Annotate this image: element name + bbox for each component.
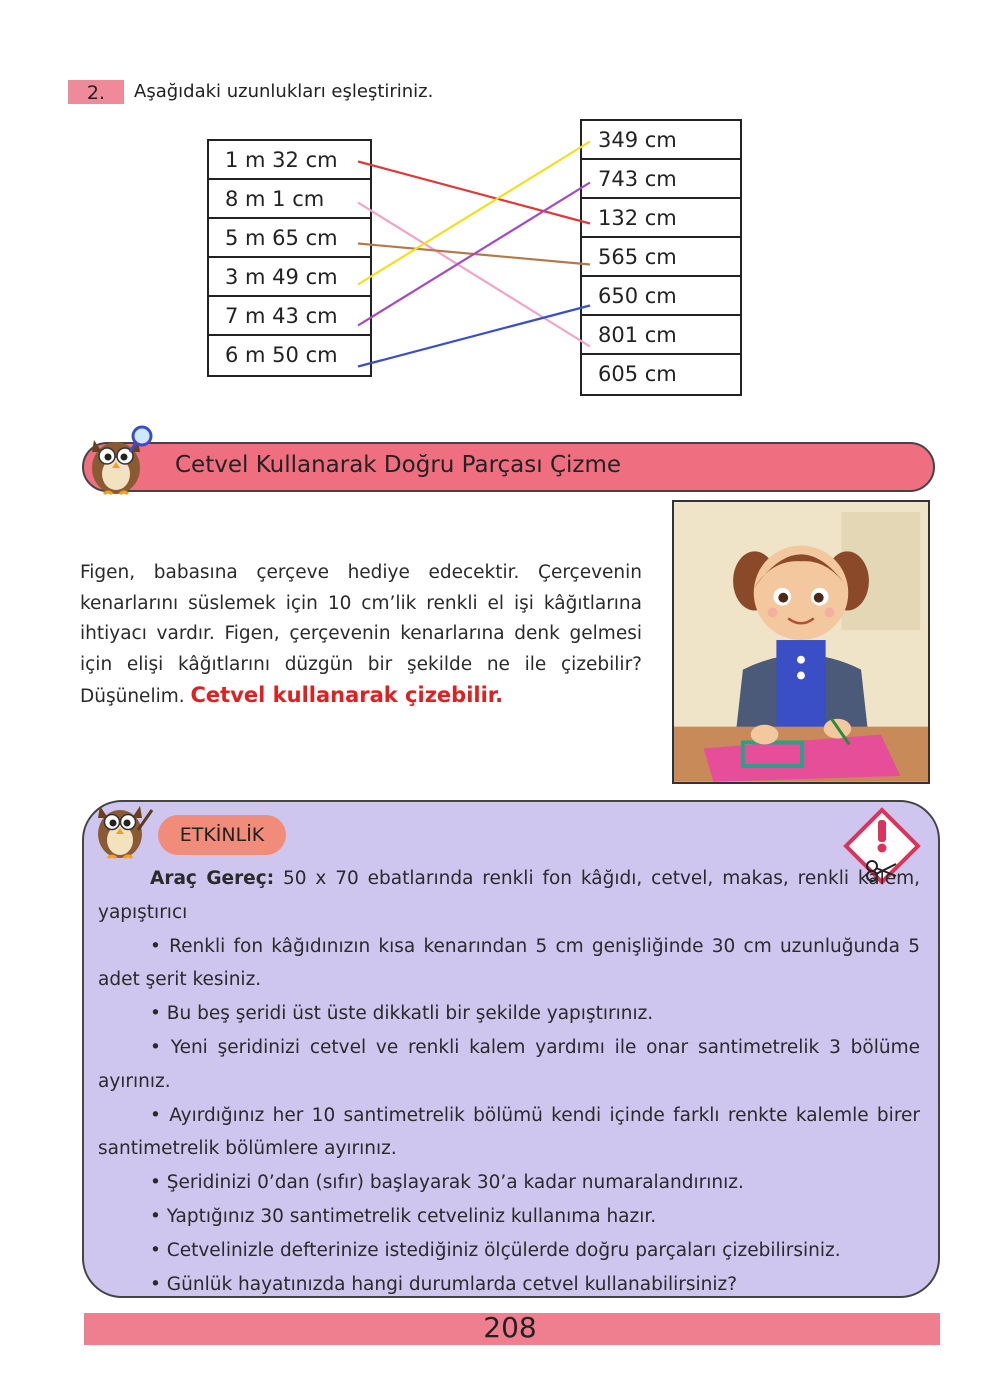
activity-step: • Günlük hayatınızda hangi durumlarda cetvel kullanabilirsiniz? xyxy=(98,1268,920,1302)
activity-step: • Şeridinizi 0’dan (sıfır) başlayarak 30’a kadar numaralandırınız. xyxy=(98,1166,920,1200)
match-line xyxy=(358,142,590,285)
story-text: Figen, babasına çerçeve hediye edecektir. Çerçevenin kenarlarını süslemek için 10 cm’lik renkli el işi kâğıtlarına ihtiyacı vardır. Figen, çerçevenin kenarlarına denk gelmesi için elişi kâğıtlarını düzgün bir şekilde ne ile çizebilir? Düşünelim. xyxy=(80,562,642,707)
handwritten-answer: Cetvel kullanarak çizebilir. xyxy=(190,683,504,707)
match-line xyxy=(358,162,590,224)
activity-step: • Yaptığınız 30 santimetrelik cetveliniz kullanıma hazır. xyxy=(98,1200,920,1234)
right-item: 650 cm xyxy=(582,277,740,316)
right-length-table xyxy=(580,119,742,396)
right-item: 565 cm xyxy=(582,238,740,277)
right-item: 743 cm xyxy=(582,160,740,199)
match-line xyxy=(358,183,590,326)
left-item: 6 m 50 cm xyxy=(225,343,338,367)
right-item: 605 cm xyxy=(598,362,677,386)
left-item: 7 m 43 cm xyxy=(209,297,370,336)
right-item: 132 cm xyxy=(582,199,740,238)
owl-magnifier-icon xyxy=(82,422,154,498)
materials-line xyxy=(98,862,920,930)
match-line xyxy=(358,203,590,347)
activity-step: • Cetvelinizle defterinize istediğiniz ölçülerde doğru parçaları çizebilirsiniz. xyxy=(98,1234,920,1268)
activity-badge: ETKİNLİK xyxy=(158,815,286,855)
activity-step: • Ayırdığınız her 10 santimetrelik bölümü kendi içinde farklı renkte kalemle birer santimetrelik bölümlere ayırınız. xyxy=(98,1099,920,1167)
page-number: 208 xyxy=(483,1311,537,1344)
left-item: 1 m 32 cm xyxy=(209,141,370,180)
activity-step: • Yeni şeridinizi cetvel ve renkli kalem yardımı ile onar santimetrelik 3 bölüme ayırınız. xyxy=(98,1031,920,1099)
left-item: 5 m 65 cm xyxy=(209,219,370,258)
section-title: Cetvel Kullanarak Doğru Parçası Çizme xyxy=(175,452,622,478)
girl-drawing-illustration xyxy=(672,500,930,784)
materials-label: Araç Gereç: xyxy=(150,868,275,889)
left-item: 8 m 1 cm xyxy=(209,180,370,219)
exercise-title: Aşağıdaki uzunlukları eşleştiriniz. xyxy=(134,81,434,102)
exercise-number: 2. xyxy=(68,80,124,104)
left-item: 3 m 49 cm xyxy=(209,258,370,297)
match-line xyxy=(358,244,590,265)
activity-step: • Bu beş şeridi üst üste dikkatli bir şekilde yapıştırınız. xyxy=(98,997,920,1031)
right-item: 801 cm xyxy=(582,316,740,355)
match-line xyxy=(358,306,590,367)
story-paragraph xyxy=(80,558,642,713)
left-length-table xyxy=(207,139,372,377)
materials-text: 50 x 70 ebatlarında renkli fon kâğıdı, cetvel, makas, renkli kalem, yapıştırıcı xyxy=(98,868,921,923)
activity-step: • Renkli fon kâğıdınızın kısa kenarından 5 cm genişliğinde 30 cm uzunluğunda 5 adet şerit kesiniz. xyxy=(98,930,920,998)
activity-text xyxy=(98,862,920,1301)
right-item: 349 cm xyxy=(582,121,740,160)
owl-teacher-icon xyxy=(86,790,156,862)
